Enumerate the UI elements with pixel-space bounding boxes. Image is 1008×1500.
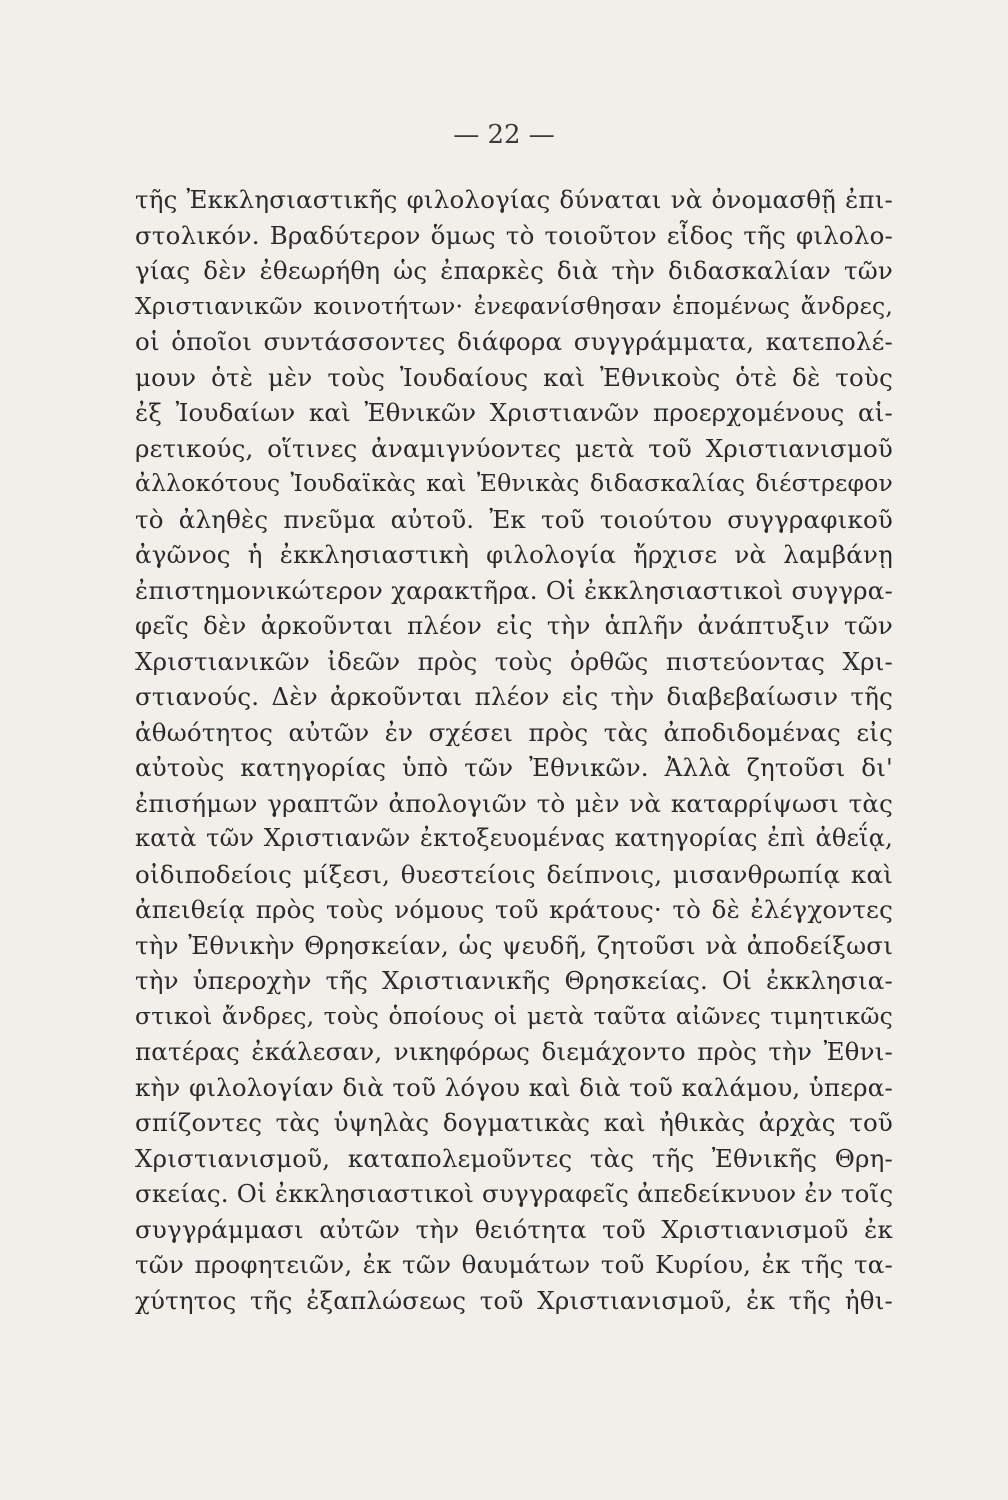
body-text bbox=[135, 182, 893, 1318]
text-line: τὴν Ἐθνικὴν Θρησκείαν, ὡς ψευδῆ, ζητοῦσι νὰ ἀποδείξωσι bbox=[135, 930, 893, 960]
text-line: γίας δὲν ἐθεωρήθη ὡς ἐπαρκὲς διὰ τὴν διδασκαλίαν τῶν bbox=[135, 256, 893, 285]
text-line: αὐτοὺς κατηγορίας ὑπὸ τῶν Ἐθνικῶν. Ἀλλὰ ζητοῦσι δι' bbox=[135, 753, 893, 782]
text-line: Χριστιανισμοῦ, καταπολεμοῦντες τὰς τῆς Ἐθνικῆς Θρη- bbox=[135, 1143, 893, 1173]
text-line: ἀλλοκότους Ἰουδαϊκὰς καὶ Ἐθνικὰς διδασκαλίας διέστρεφον bbox=[135, 469, 893, 497]
text-line: τὸ ἀληθὲς πνεῦμα αὐτοῦ. Ἐκ τοῦ τοιούτου συγγραφικοῦ bbox=[135, 504, 893, 534]
text-line: τῶν προφητειῶν, ἐκ τῶν θαυμάτων τοῦ Κυρίου, ἐκ τῆς τα- bbox=[135, 1250, 893, 1279]
text-line: μουν ὁτὲ μὲν τοὺς Ἰουδαίους καὶ Ἐθνικοὺς ὁτὲ δὲ τοὺς bbox=[135, 362, 893, 392]
text-line: τῆς Ἐκκλησιαστικῆς φιλολογίας δύναται νὰ ὀνομασθῇ ἐπι- bbox=[135, 185, 893, 214]
text-line: σπίζοντες τὰς ὑψηλὰς δογματικὰς καὶ ἠθικὰς ἀρχὰς τοῦ bbox=[135, 1108, 893, 1137]
text-line: στικοὶ ἄνδρες, τοὺς ὁποίους οἱ μετὰ ταῦτα αἰῶνες τιμητικῶς bbox=[135, 1001, 893, 1030]
text-line: τὴν ὑπεροχὴν τῆς Χριστιανικῆς Θρησκείας. Οἱ ἐκκλησια- bbox=[135, 966, 893, 995]
text-line: φεῖς δὲν ἀρκοῦνται πλέον εἰς τὴν ἁπλῆν ἀνάπτυξιν τῶν bbox=[135, 611, 893, 640]
text-line: ἐξ Ἰουδαίων καὶ Ἐθνικῶν Χριστιανῶν προερχομένους αἱ- bbox=[135, 398, 893, 427]
text-line: οἰδιποδείοις μίξεσι, θυεστείοις δείπνοις, μισανθρωπίᾳ καὶ bbox=[135, 859, 893, 889]
text-line: ἐπιστημονικώτερον χαρακτῆρα. Οἱ ἐκκλησιαστικοὶ συγγρα- bbox=[135, 575, 893, 605]
text-line: ρετικούς, οἵτινες ἀναμιγνύοντες μετὰ τοῦ Χριστιανισμοῦ bbox=[135, 433, 893, 463]
text-line: οἱ ὁποῖοι συντάσσοντες διάφορα συγγράμματα, κατεπολέ- bbox=[135, 327, 893, 356]
page-number-header: — 22 — bbox=[453, 120, 555, 150]
text-line: συγγράμμασι αὐτῶν τὴν θειότητα τοῦ Χριστιανισμοῦ ἐκ bbox=[135, 1214, 893, 1244]
text-line: ἀγῶνος ἡ ἐκκλησιαστικὴ φιλολογία ἤρχισε νὰ λαμβάνῃ bbox=[135, 540, 893, 569]
text-line: κὴν φιλολογίαν διὰ τοῦ λόγου καὶ διὰ τοῦ καλάμου, ὑπερα- bbox=[135, 1072, 893, 1102]
text-line: στολικόν. Βραδύτερον ὅμως τὸ τοιοῦτον εἶδος τῆς φιλολο- bbox=[135, 220, 893, 250]
text-line: κατὰ τῶν Χριστιανῶν ἐκτοξευομένας κατηγορίας ἐπὶ ἀθεΐᾳ, bbox=[135, 824, 893, 852]
text-line: πατέρας ἐκάλεσαν, νικηφόρως διεμάχοντο πρὸς τὴν Ἐθνι- bbox=[135, 1037, 893, 1066]
text-line: Χριστιανικῶν ἰδεῶν πρὸς τοὺς ὀρθῶς πιστεύοντας Χρι- bbox=[135, 646, 893, 676]
text-line: στιανούς. Δὲν ἀρκοῦνται πλέον εἰς τὴν διαβεβαίωσιν τῆς bbox=[135, 682, 893, 711]
text-line: ἐπισήμων γραπτῶν ἀπολογιῶν τὸ μὲν νὰ καταρρίψωσι τὰς bbox=[135, 788, 893, 818]
text-line: χύτητος τῆς ἐξαπλώσεως τοῦ Χριστιανισμοῦ, ἐκ τῆς ἠθι- bbox=[135, 1285, 893, 1315]
text-line: ἀπειθείᾳ πρὸς τοὺς νόμους τοῦ κράτους· τὸ δὲ ἐλέγχοντες bbox=[135, 895, 893, 924]
text-line: Χριστιανικῶν κοινοτήτων· ἐνεφανίσθησαν ἑπομένως ἄνδρες, bbox=[135, 291, 893, 320]
text-line: ἀθωότητος αὐτῶν ἐν σχέσει πρὸς τὰς ἀποδιδομένας εἰς bbox=[135, 717, 893, 747]
text-line: σκείας. Οἱ ἐκκλησιαστικοὶ συγγραφεῖς ἀπεδείκνυον ἐν τοῖς bbox=[135, 1179, 894, 1208]
